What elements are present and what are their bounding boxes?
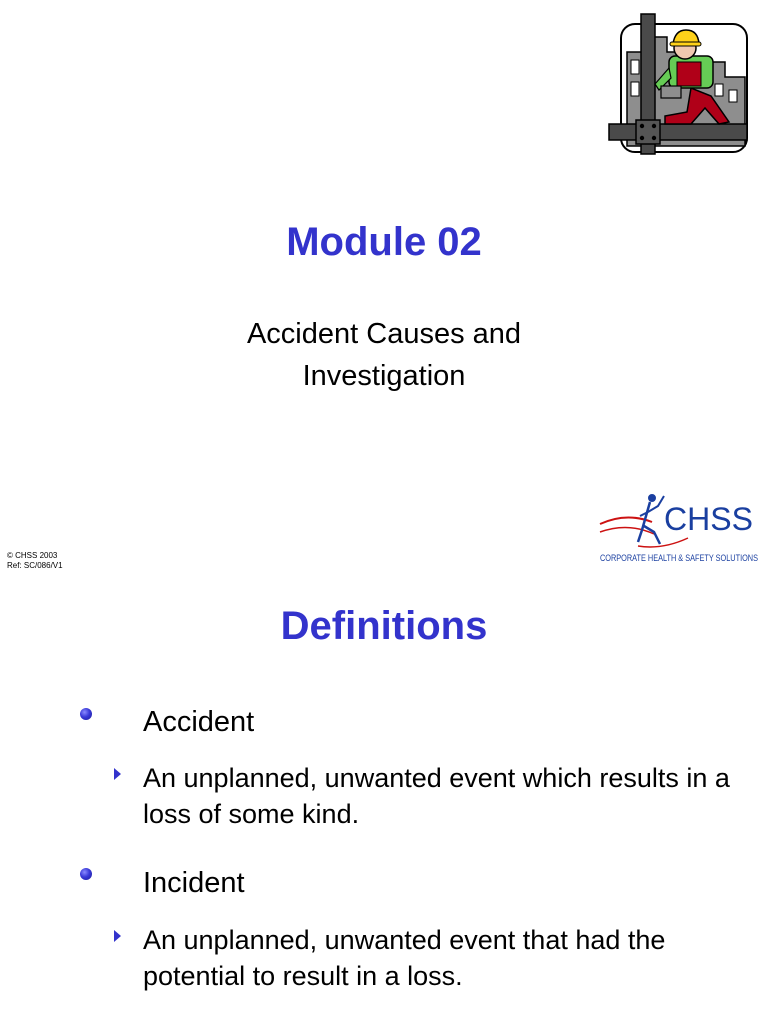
arrow-bullet-icon [114, 768, 121, 780]
subtitle-line: Investigation [302, 360, 466, 392]
bullet-dot-icon [80, 868, 92, 880]
definition-accident: An unplanned, unwanted event which results in a loss of some kind. [143, 763, 730, 829]
definition-incident: An unplanned, unwanted event that had the potential to result in a loss. [143, 925, 666, 991]
module-subtitle [0, 313, 768, 397]
module-title: Module 02 [286, 220, 482, 264]
logo-name: CHSS [664, 501, 753, 537]
term-incident: Incident [143, 867, 245, 899]
copyright-text: © CHSS 2003 [7, 551, 58, 560]
reference-text: Ref: SC/086/V1 [7, 561, 63, 570]
logo-tagline: CORPORATE HEALTH & SAFETY SOLUTIONS [600, 553, 758, 563]
bullet-dot-icon [80, 708, 92, 720]
definitions-title: Definitions [280, 604, 488, 648]
arrow-bullet-icon [114, 930, 121, 942]
term-accident: Accident [143, 706, 255, 738]
construction-worker-icon [607, 12, 750, 156]
subtitle-line: Accident Causes and [246, 318, 522, 350]
